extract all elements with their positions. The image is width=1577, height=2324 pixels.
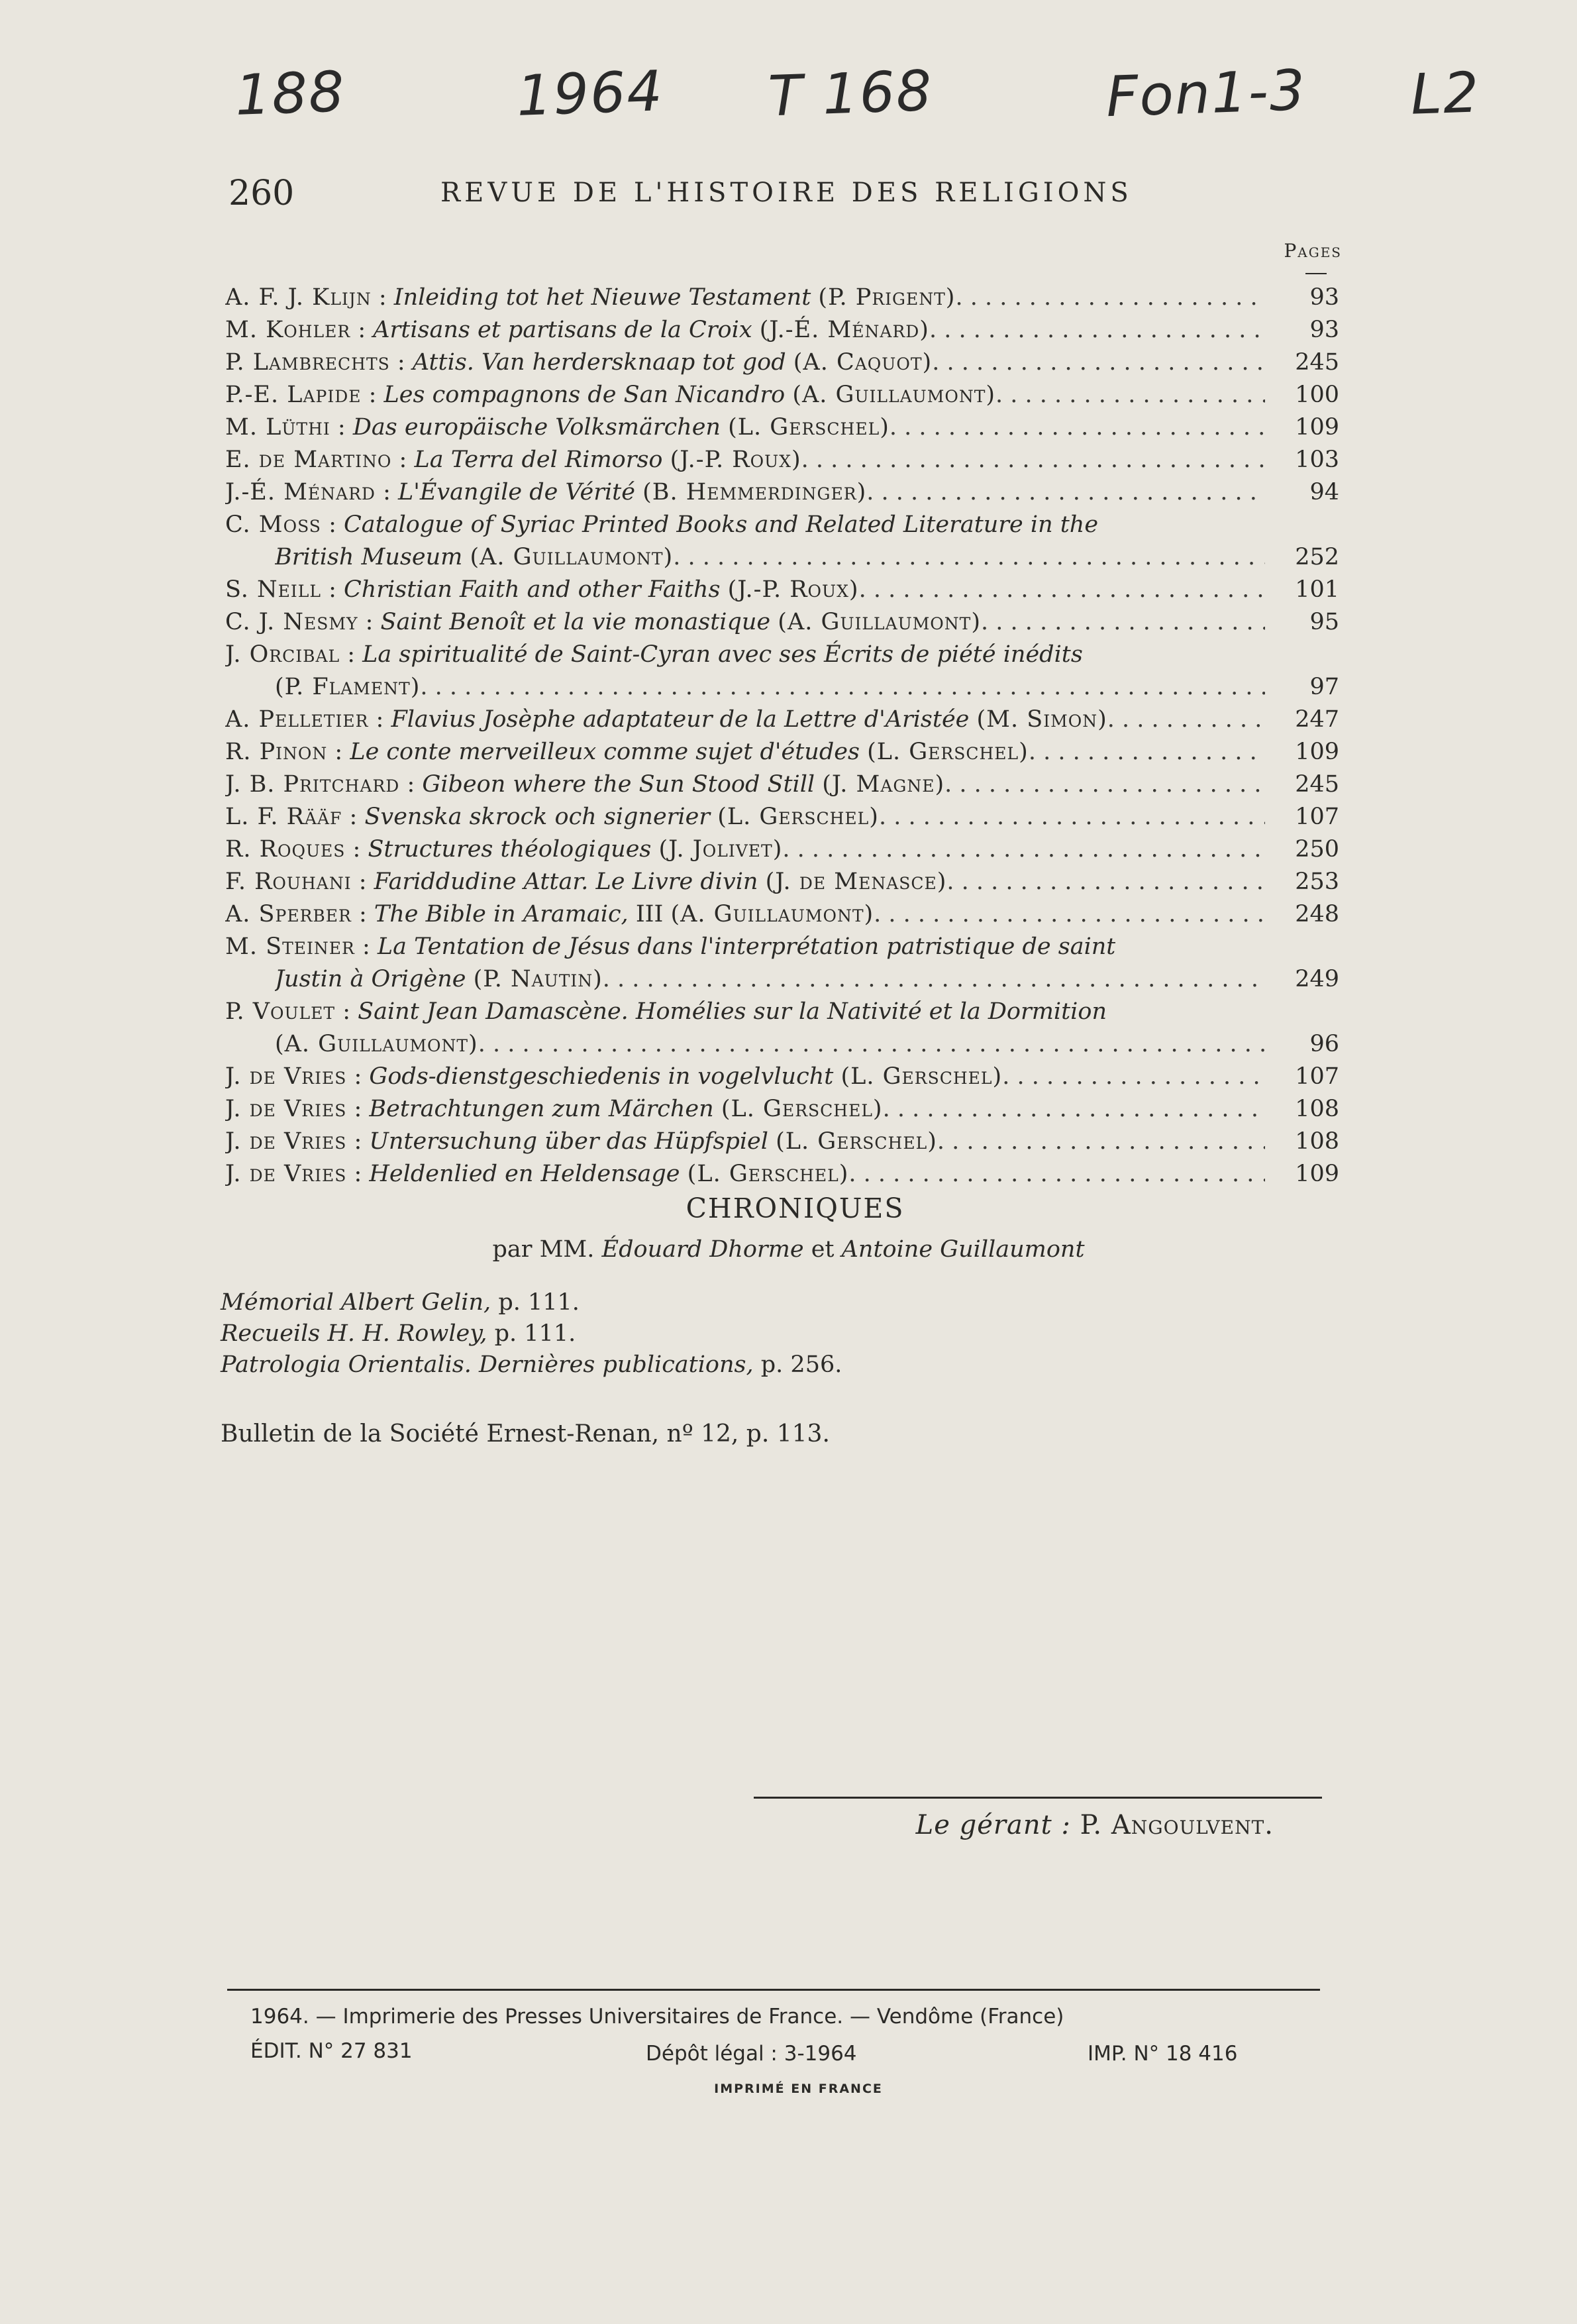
entry-title: Structures théologiques — [368, 836, 652, 863]
entry-reviewer: (A. Guillaumont) — [792, 382, 996, 408]
handwritten-note-2: 1964 — [515, 58, 665, 129]
chronique-item — [221, 1320, 576, 1347]
entry-author: J.-É. Ménard — [225, 479, 376, 505]
byline-author-2: Antoine Guillaumont — [841, 1236, 1085, 1263]
entry-page: 95 — [1309, 609, 1339, 635]
leader-dots — [478, 1028, 1265, 1061]
entry-title: La Terra del Rimorso — [414, 447, 663, 473]
entry-author: A. Pelletier — [225, 706, 369, 733]
entry-author: R. Pinon — [225, 739, 328, 765]
entry-title: Saint Benoît et la vie monastique — [380, 609, 771, 635]
byline-conjunction: et — [811, 1236, 835, 1263]
index-entry: A. Pelletier : Flavius Josèphe adaptateur de la Lettre d'Aristée (M. Simon) . . . 247 — [225, 704, 1339, 736]
entry-author: S. Neill — [225, 576, 321, 603]
leader-dots — [981, 606, 1265, 639]
entry-reviewer: (P. Nautin) — [473, 966, 603, 992]
entry-reviewer: (L. Gerschel) — [840, 1063, 1003, 1090]
handwritten-note-5: L2 — [1409, 60, 1481, 127]
index-entry: J. de Vries : Heldenlied en Heldensage (L. Gerschel) . . . 109 — [225, 1158, 1339, 1190]
entry-title: Das europäische Volksmärchen — [352, 414, 721, 441]
leader-dots — [890, 411, 1265, 444]
entry-title: Le conte merveilleux comme sujet d'études — [350, 739, 860, 765]
chronique-ref: p. 111. — [494, 1320, 576, 1347]
leader-dots — [848, 1158, 1265, 1190]
handwritten-note-3: T 168 — [767, 58, 934, 129]
entry-page: 94 — [1309, 479, 1339, 505]
index-entry: P.-E. Lapide : Les compagnons de San Nicandro (A. Guillaumont) . . . 100 — [225, 379, 1339, 411]
edition-number: ÉDIT. N° 27 831 — [250, 2039, 413, 2063]
entry-page: 93 — [1309, 317, 1339, 343]
entry-title: Les compagnons de San Nicandro — [383, 382, 786, 408]
leader-dots — [937, 1126, 1265, 1158]
leader-dots — [603, 963, 1265, 996]
entry-reviewer: (L. Gerschel) — [776, 1128, 937, 1155]
chroniques-byline — [0, 1236, 1577, 1263]
index-entry: C. Moss : Catalogue of Syriac Printed Books and Related Literature in the British Museum (A. Guillaumont) . . . 252 — [225, 509, 1339, 574]
entry-page: 93 — [1309, 284, 1339, 311]
leader-dots — [1107, 704, 1265, 736]
leader-dots — [955, 282, 1265, 314]
entry-reviewer: (M. Simon) — [976, 706, 1107, 733]
entry-page: 96 — [1309, 1031, 1339, 1057]
entry-reviewer: (L. Gerschel) — [687, 1161, 849, 1187]
entry-author: M. Kohler — [225, 317, 351, 343]
entry-title: Catalogue of Syriac Printed Books and Related Literature in the — [343, 511, 1099, 538]
entry-page: 107 — [1295, 1063, 1339, 1090]
entry-author: J. de Vries — [225, 1063, 347, 1090]
index-entry: M. Steiner : La Tentation de Jésus dans l'interprétation patristique de saint Justin à Origène (P. Nautin) . . . 249 — [225, 931, 1339, 996]
legal-deposit: Dépôt légal : 3-1964 — [646, 2042, 857, 2066]
chronique-ref: p. 111. — [498, 1289, 580, 1316]
entry-author: J. B. Pritchard — [225, 771, 400, 798]
entry-title: Artisans et partisans de la Croix — [373, 317, 752, 343]
entry-title: Svenska skrock och signerier — [364, 804, 711, 830]
entry-page: 108 — [1295, 1096, 1339, 1122]
entry-title: Attis. Van herdersknaap tot god — [412, 349, 786, 376]
leader-dots — [932, 346, 1265, 379]
entry-author: J. de Vries — [225, 1161, 347, 1187]
entry-author: A. F. J. Klijn — [225, 284, 372, 311]
entry-page: 245 — [1295, 771, 1339, 798]
chronique-item — [221, 1289, 580, 1316]
entry-author: P. Voulet — [225, 998, 336, 1025]
entry-page: 253 — [1295, 869, 1339, 895]
entry-page: 107 — [1295, 804, 1339, 830]
printed-in-france: IMPRIMÉ EN FRANCE — [714, 2082, 883, 2096]
entry-reviewer: (J.-P. Roux) — [727, 576, 859, 603]
entry-author: J. Orcibal — [225, 641, 340, 668]
leader-dots — [866, 476, 1265, 509]
index-entry: J. de Vries : Gods-dienstgeschiedenis in vogelvlucht (L. Gerschel) . . . 107 — [225, 1061, 1339, 1093]
entry-reviewer: (J. de Menasce) — [765, 869, 947, 895]
index-entry: M. Lüthi : Das europäische Volksmärchen (L. Gerschel) . . . 109 — [225, 411, 1339, 444]
entry-author: C. Moss — [225, 511, 321, 538]
leader-dots — [420, 671, 1265, 704]
entry-author: P.-E. Lapide — [225, 382, 362, 408]
entry-reviewer: (P. Prigent) — [818, 284, 956, 311]
index-entry: A. F. J. Klijn : Inleiding tot het Nieuwe Testament (P. Prigent) . . . 93 — [225, 282, 1339, 314]
leader-dots — [801, 444, 1265, 476]
entry-title: Inleiding tot het Nieuwe Testament — [393, 284, 811, 311]
signature-label: Le gérant : — [915, 1810, 1071, 1840]
entry-reviewer: (L. Gerschel) — [721, 1096, 883, 1122]
journal-title: REVUE DE L'HISTOIRE DES RELIGIONS — [440, 178, 1133, 208]
entry-reviewer: (L. Gerschel) — [717, 804, 879, 830]
leader-dots — [859, 574, 1265, 606]
entry-author: E. de Martino — [225, 447, 392, 473]
entry-page: 103 — [1295, 447, 1339, 473]
entry-page: 249 — [1295, 966, 1339, 992]
entry-reviewer: (J.-P. Roux) — [670, 447, 801, 473]
entry-title: Fariddudine Attar. Le Livre divin — [374, 869, 758, 895]
entry-reviewer: (L. Gerschel) — [728, 414, 890, 441]
entry-page: 101 — [1295, 576, 1339, 603]
pages-header-rule — [1305, 273, 1327, 274]
index-entry: M. Kohler : Artisans et partisans de la Croix (J.-É. Ménard) . . . 93 — [225, 314, 1339, 346]
pages-column-header: Pages — [1284, 240, 1342, 262]
leader-dots — [883, 1093, 1265, 1126]
entry-reviewer: (J.-É. Ménard) — [759, 317, 929, 343]
index-entry: R. Roques : Structures théologiques (J. Jolivet) . . . 250 — [225, 833, 1339, 866]
chronique-title: Patrologia Orientalis. Dernières publications, — [221, 1351, 754, 1378]
entry-reviewer: (J. Jolivet) — [658, 836, 783, 863]
leader-dots — [673, 541, 1265, 574]
impression-number: IMP. N° 18 416 — [1088, 2042, 1238, 2066]
entry-page: 252 — [1295, 544, 1339, 570]
entry-title: Saint Jean Damascène. Homélies sur la Nativité et la Dormition — [358, 998, 1107, 1025]
leader-dots — [782, 833, 1265, 866]
entry-author: J. de Vries — [225, 1128, 347, 1155]
index-entry: P. Lambrechts : Attis. Van herdersknaap tot god (A. Caquot) . . . 245 — [225, 346, 1339, 379]
entry-title: Gods-dienstgeschiedenis in vogelvlucht — [369, 1063, 834, 1090]
entry-page: 109 — [1295, 1161, 1339, 1187]
entry-page: 97 — [1309, 674, 1339, 700]
entry-reviewer: (A. Guillaumont) — [275, 1031, 478, 1057]
entry-author: P. Lambrechts — [225, 349, 390, 376]
entry-author: C. J. Nesmy — [225, 609, 358, 635]
entry-title: Flavius Josèphe adaptateur de la Lettre d'Aristée — [391, 706, 970, 733]
entry-title: L'Évangile de Vérité — [398, 479, 635, 505]
chronique-item — [221, 1351, 842, 1378]
index-entry: J. de Vries : Betrachtungen zum Märchen (L. Gerschel) . . . 108 — [225, 1093, 1339, 1126]
index-entry: J. de Vries : Untersuchung über das Hüpfspiel (L. Gerschel) . . . 108 — [225, 1126, 1339, 1158]
byline-prefix: par MM. — [492, 1236, 595, 1263]
entry-reviewer: (J. Magne) — [822, 771, 945, 798]
chroniques-heading: CHRONIQUES — [686, 1192, 905, 1224]
entry-reviewer: (L. Gerschel) — [867, 739, 1029, 765]
leader-dots — [944, 768, 1265, 801]
chronique-title: Mémorial Albert Gelin, — [221, 1289, 491, 1316]
index-entry: J. B. Pritchard : Gibeon where the Sun Stood Still (J. Magne) . . . 245 — [225, 768, 1339, 801]
entry-page: 100 — [1295, 382, 1339, 408]
entry-page: 109 — [1295, 739, 1339, 765]
index-entry: J. Orcibal : La spiritualité de Saint-Cyran avec ses Écrits de piété inédits (P. Flament) . . . 97 — [225, 639, 1339, 704]
footer-rule — [227, 1989, 1320, 1991]
chronique-ref: p. 256. — [760, 1351, 842, 1378]
printer-line: 1964. — Imprimerie des Presses Universitaires de France. — Vendôme (France) — [250, 2005, 1064, 2029]
page-number: 260 — [229, 174, 295, 213]
leader-dots — [946, 866, 1265, 898]
leader-dots — [874, 898, 1265, 931]
entry-page: 248 — [1295, 901, 1339, 927]
leader-dots — [1002, 1061, 1265, 1093]
index-entry: C. J. Nesmy : Saint Benoît et la vie monastique (A. Guillaumont) . . . 95 — [225, 606, 1339, 639]
bulletin-reference: Bulletin de la Société Ernest-Renan, nº 12, p. 113. — [221, 1420, 830, 1448]
index-entry: P. Voulet : Saint Jean Damascène. Homélies sur la Nativité et la Dormition (A. Guillaumont) . . . 96 — [225, 996, 1339, 1061]
entry-author: M. Lüthi — [225, 414, 331, 441]
entry-reviewer: (B. Hemmerdinger) — [642, 479, 867, 505]
entry-page: 109 — [1295, 414, 1339, 441]
index-entry: L. F. Rääf : Svenska skrock och signerier (L. Gerschel) . . . 107 — [225, 801, 1339, 833]
entry-author: R. Roques — [225, 836, 346, 863]
entry-author: M. Steiner — [225, 933, 355, 960]
entry-reviewer: (A. Guillaumont) — [670, 901, 874, 927]
review-index — [225, 282, 1339, 1190]
entry-title: Gibeon where the Sun Stood Still — [422, 771, 815, 798]
signature — [916, 1810, 1274, 1840]
index-entry: A. Sperber : The Bible in Aramaic, III (A. Guillaumont) . . . 248 — [225, 898, 1339, 931]
leader-dots — [929, 314, 1265, 346]
index-entry: R. Pinon : Le conte merveilleux comme sujet d'études (L. Gerschel) . . . 109 — [225, 736, 1339, 768]
index-entry: E. de Martino : La Terra del Rimorso (J.-P. Roux) . . . 103 — [225, 444, 1339, 476]
entry-reviewer: (P. Flament) — [275, 674, 421, 700]
entry-reviewer: (A. Guillaumont) — [470, 544, 674, 570]
entry-author: F. Rouhani — [225, 869, 352, 895]
index-entry: J.-É. Ménard : L'Évangile de Vérité (B. Hemmerdinger) . . . 94 — [225, 476, 1339, 509]
signature-rule — [754, 1797, 1322, 1799]
leader-dots — [1029, 736, 1265, 768]
entry-title: The Bible in Aramaic, — [374, 901, 629, 927]
chronique-title: Recueils H. H. Rowley, — [221, 1320, 487, 1347]
entry-reviewer: (A. Caquot) — [793, 349, 933, 376]
index-entry: S. Neill : Christian Faith and other Faiths (J.-P. Roux) . . . 101 — [225, 574, 1339, 606]
leader-dots — [995, 379, 1265, 411]
handwritten-note-1: 188 — [234, 59, 347, 128]
leader-dots — [879, 801, 1265, 833]
entry-title: Heldenlied en Heldensage — [369, 1161, 680, 1187]
entry-title: Christian Faith and other Faiths — [343, 576, 721, 603]
entry-title-continued: British Museum — [275, 544, 463, 570]
index-entry: F. Rouhani : Fariddudine Attar. Le Livre divin (J. de Menasce) . . . 253 — [225, 866, 1339, 898]
entry-page: 247 — [1295, 706, 1339, 733]
entry-title: La Tentation de Jésus dans l'interprétation patristique de saint — [377, 933, 1116, 960]
entry-title: La spiritualité de Saint-Cyran avec ses Écrits de piété inédits — [362, 641, 1083, 668]
entry-title: Untersuchung über das Hüpfspiel — [369, 1128, 768, 1155]
entry-author: J. de Vries — [225, 1096, 347, 1122]
entry-page: 250 — [1295, 836, 1339, 863]
byline-author-1: Édouard Dhorme — [601, 1236, 804, 1263]
entry-title: Betrachtungen zum Märchen — [369, 1096, 714, 1122]
entry-page: 245 — [1295, 349, 1339, 376]
entry-reviewer: (A. Guillaumont) — [778, 609, 982, 635]
entry-author: A. Sperber — [225, 901, 352, 927]
entry-author: L. F. Rääf — [225, 804, 342, 830]
entry-title-continued: Justin à Origène — [275, 966, 466, 992]
handwritten-note-4: Fon1-3 — [1105, 57, 1307, 130]
entry-page: 108 — [1295, 1128, 1339, 1155]
entry-volume: III — [635, 901, 664, 927]
signature-name: P. Angoulvent. — [1080, 1810, 1274, 1840]
